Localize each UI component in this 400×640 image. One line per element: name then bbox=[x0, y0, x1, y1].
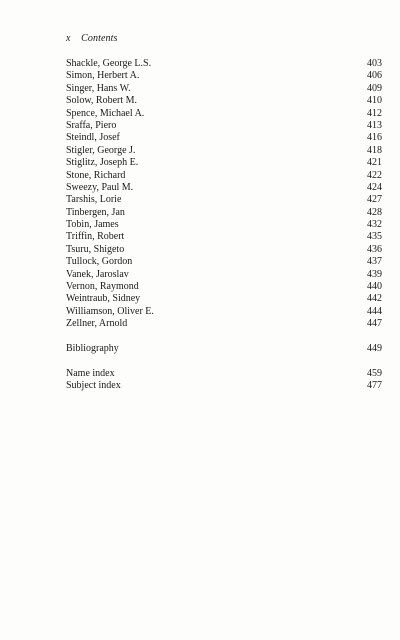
toc-entry-title: Williamson, Oliver E. bbox=[66, 305, 154, 317]
toc-entry bbox=[66, 132, 382, 144]
toc-entry-page: 406 bbox=[367, 70, 382, 82]
toc-entry bbox=[66, 244, 382, 256]
toc-entry-page: 442 bbox=[367, 293, 382, 305]
toc-entry-title: Bibliography bbox=[66, 342, 119, 354]
toc-entry-page: 416 bbox=[367, 132, 382, 144]
toc-entry bbox=[66, 281, 382, 293]
toc-entry-page: 424 bbox=[367, 181, 382, 193]
toc-entry-page: 477 bbox=[367, 380, 382, 392]
toc-entry bbox=[66, 70, 382, 82]
contributor-entries bbox=[66, 58, 382, 331]
toc-entry bbox=[66, 269, 382, 281]
toc-entry bbox=[66, 293, 382, 305]
toc-entry-page: 447 bbox=[367, 318, 382, 330]
toc-entry-title: Weintraub, Sidney bbox=[66, 293, 141, 305]
toc-entry-title: Spence, Michael A. bbox=[66, 107, 145, 119]
toc-entry-page: 435 bbox=[367, 231, 382, 243]
toc-entry bbox=[66, 95, 382, 107]
toc-entry-title: Stiglitz, Joseph E. bbox=[66, 157, 139, 169]
toc-entry bbox=[66, 83, 382, 95]
toc-entry-title: Tobin, James bbox=[66, 219, 119, 231]
toc-entry-page: 444 bbox=[367, 305, 382, 317]
toc-entry-title: Triffin, Robert bbox=[66, 231, 125, 243]
toc-entry-title: Name index bbox=[66, 367, 115, 379]
toc-entry-page: 427 bbox=[367, 194, 382, 206]
toc-entry-bibliography bbox=[66, 343, 382, 355]
toc-entry-subject-index bbox=[66, 380, 382, 392]
toc-entry-page: 422 bbox=[367, 169, 382, 181]
toc-entry-page: 436 bbox=[367, 243, 382, 255]
toc-entry bbox=[66, 145, 382, 157]
toc-entry bbox=[66, 170, 382, 182]
spacer bbox=[66, 355, 382, 367]
toc-entry-page: 437 bbox=[367, 256, 382, 268]
toc-entry-title: Steindl, Josef bbox=[66, 132, 120, 144]
toc-entry-title: Stone, Richard bbox=[66, 169, 126, 181]
toc-entry-page: 439 bbox=[367, 268, 382, 280]
toc-entry-page: 432 bbox=[367, 219, 382, 231]
spacer bbox=[66, 331, 382, 343]
toc-entry-title: Tullock, Gordon bbox=[66, 256, 133, 268]
toc-entry bbox=[66, 157, 382, 169]
toc-entry-page: 459 bbox=[367, 367, 382, 379]
toc-entry bbox=[66, 120, 382, 132]
toc-entry bbox=[66, 219, 382, 231]
toc-entry-title: Shackle, George L.S. bbox=[66, 58, 152, 69]
toc-entry bbox=[66, 108, 382, 120]
toc-entry-page: 449 bbox=[367, 342, 382, 354]
toc-entry-title: Sweezy, Paul M. bbox=[66, 181, 134, 193]
toc-entry-title: Tarshis, Lorie bbox=[66, 194, 122, 206]
toc-entry-title: Simon, Herbert A. bbox=[66, 70, 140, 82]
toc-entry-title: Subject index bbox=[66, 380, 121, 392]
toc-entry bbox=[66, 58, 382, 70]
toc-entry-title: Zellner, Arnold bbox=[66, 318, 128, 330]
toc-entry-page: 413 bbox=[367, 119, 382, 131]
page-folio: x bbox=[66, 33, 71, 44]
toc-entry-page: 409 bbox=[367, 82, 382, 94]
toc-entry-title: Vernon, Raymond bbox=[66, 281, 139, 293]
toc-entry bbox=[66, 318, 382, 330]
toc-entry bbox=[66, 182, 382, 194]
toc-entry-title: Stigler, George J. bbox=[66, 144, 136, 156]
running-head-title: Contents bbox=[81, 33, 118, 44]
toc-entry-name-index bbox=[66, 368, 382, 380]
toc-entry-page: 440 bbox=[367, 281, 382, 293]
toc-entry bbox=[66, 256, 382, 268]
toc-entry bbox=[66, 194, 382, 206]
toc-entry-title: Solow, Robert M. bbox=[66, 95, 138, 107]
toc-entry bbox=[66, 231, 382, 243]
running-head bbox=[66, 33, 118, 44]
contents-list bbox=[66, 58, 382, 393]
toc-entry-title: Vanek, Jaroslav bbox=[66, 268, 129, 280]
toc-entry-page: 410 bbox=[367, 95, 382, 107]
toc-entry-page: 403 bbox=[367, 58, 382, 69]
toc-entry-page: 418 bbox=[367, 144, 382, 156]
toc-entry bbox=[66, 207, 382, 219]
toc-entry-page: 412 bbox=[367, 107, 382, 119]
toc-entry-title: Sraffa, Piero bbox=[66, 119, 117, 131]
toc-entry-title: Tinbergen, Jan bbox=[66, 206, 125, 218]
toc-entry-title: Singer, Hans W. bbox=[66, 82, 131, 94]
toc-entry-title: Tsuru, Shigeto bbox=[66, 243, 125, 255]
toc-entry bbox=[66, 306, 382, 318]
toc-entry-page: 421 bbox=[367, 157, 382, 169]
toc-entry-page: 428 bbox=[367, 206, 382, 218]
